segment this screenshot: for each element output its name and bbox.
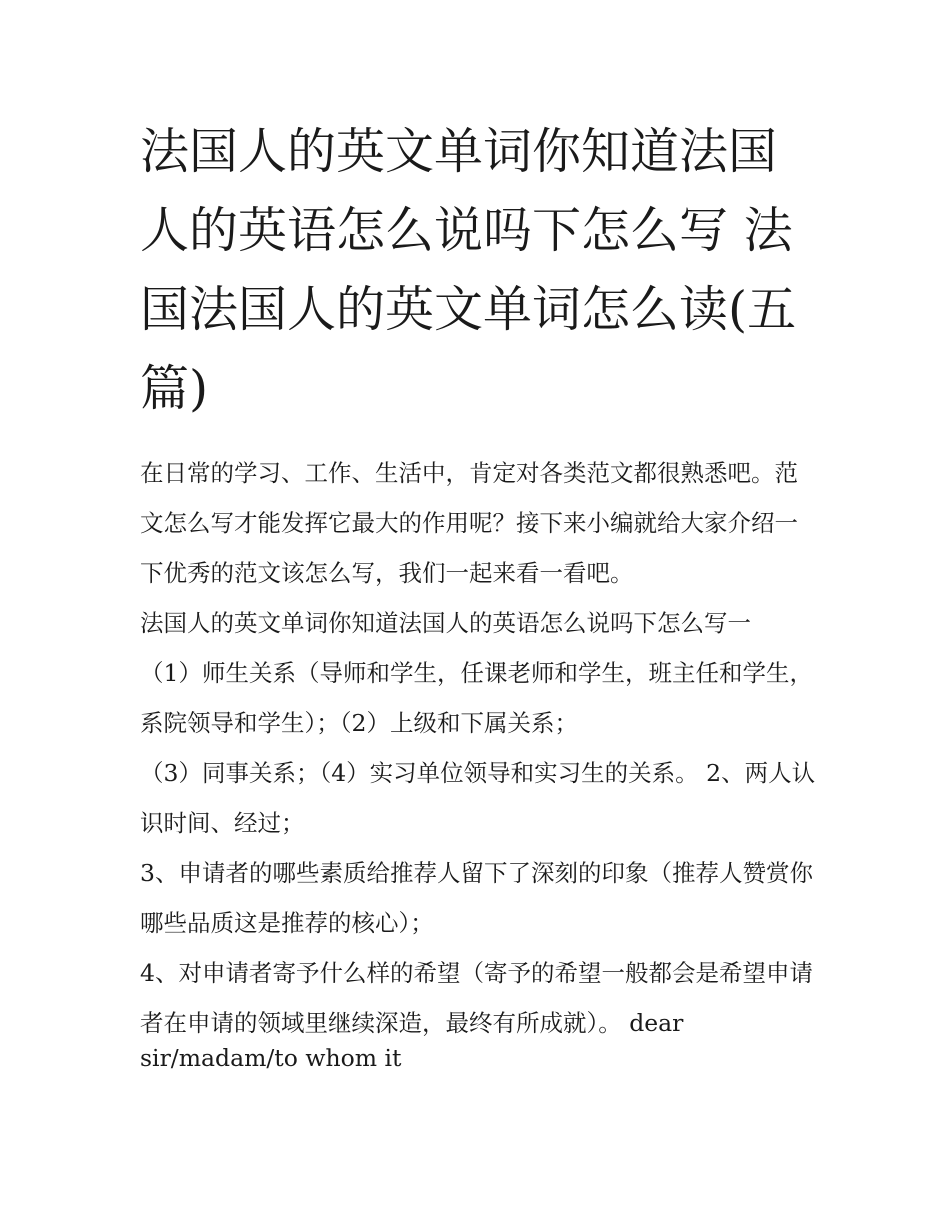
hopes-paragraph: 4、对申请者寄予什么样的希望（寄予的希望一般都会是希望申请者在申请的领域里继续深造，最终有所成就）。 dear <box>140 959 813 1037</box>
salutation-line: sir/madam/to whom it <box>140 1044 402 1072</box>
intro-paragraph: 在日常的学习、工作、生活中，肯定对各类范文都很熟悉吧。范文怎么写才能发挥它最大的作用呢？接下来小编就给大家介绍一下优秀的范文该怎么写，我们一起来看一看吧。 <box>140 459 798 587</box>
relationship-paragraph: （1）师生关系（导师和学生，任课老师和学生，班主任和学生，系院领导和学生）；（2）上级和下属关系； <box>140 659 813 737</box>
colleague-paragraph: （3）同事关系；（4）实习单位领导和实习生的关系。 2、两人认识时间、经过； <box>140 759 816 837</box>
document-body <box>140 448 820 1074</box>
qualities-paragraph: 3、申请者的哪些素质给推荐人留下了深刻的印象（推荐人赞赏你哪些品质这是推荐的核心）； <box>140 859 813 937</box>
document-title: 法国人的英文单词你知道法国人的英语怎么说吗下怎么写 法国法国人的英文单词怎么读(五篇) <box>140 123 797 417</box>
document-page <box>140 112 820 1074</box>
section-heading: 法国人的英文单词你知道法国人的英语怎么说吗下怎么写一 <box>140 609 751 637</box>
